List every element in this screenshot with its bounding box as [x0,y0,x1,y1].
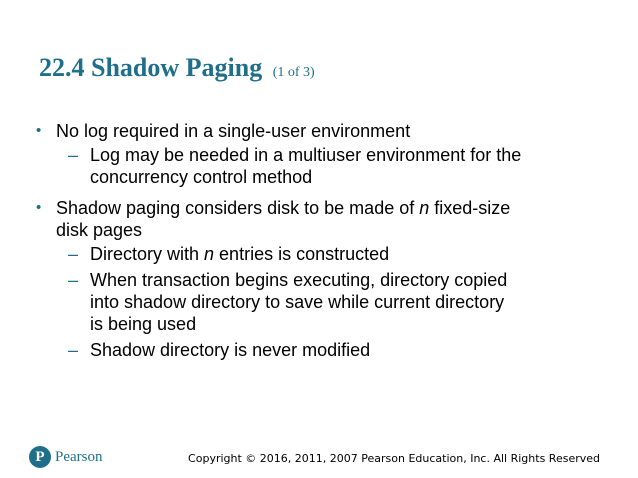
bullet-text: disk pages [56,220,143,240]
dash-icon: – [68,270,79,290]
sub-bullet-item [36,269,616,335]
pearson-logo-text: Pearson [55,448,103,465]
sub-bullet-line: is being used [90,314,197,334]
sub-bullet-emphasis: n [204,244,215,264]
pearson-logo-icon: P [29,446,51,468]
sub-bullet-item [36,243,616,265]
slide-title-part: (1 of 3) [272,65,315,80]
copyright-notice: Copyright © 2016, 2011, 2007 Pearson Education, Inc. All Rights Reserved [188,452,600,465]
sub-bullet-line: into shadow directory to save while current directory [90,292,505,312]
sub-bullet-list [36,243,616,361]
sub-bullet-line: Directory with [90,244,205,264]
bullet-text: Shadow paging considers disk to be made of [56,198,420,218]
dash-icon: – [68,244,79,264]
sub-bullet-list [36,144,616,188]
pearson-logo [29,445,103,469]
bullet-text: No log required in a single-user environment [56,121,411,141]
sub-bullet-line: concurrency control method [90,167,313,187]
slide-body [36,120,616,361]
sub-bullet-item [36,144,616,188]
bullet-item [36,197,616,241]
sub-bullet-line: Shadow directory is never modified [90,340,371,360]
bullet-item [36,120,616,142]
bullet-emphasis: n [419,198,430,218]
bullet-text: fixed-size [429,198,511,218]
slide-title [39,52,315,83]
dash-icon: – [68,340,79,360]
sub-bullet-line: When transaction begins executing, directory copied [90,270,508,290]
dash-icon: – [68,145,79,165]
slide-title-text: 22.4 Shadow Paging [39,53,263,82]
bullet-icon: • [36,199,42,216]
sub-bullet-line: Log may be needed in a multiuser environment for the [90,145,522,165]
sub-bullet-item [36,339,616,361]
sub-bullet-line: entries is constructed [214,244,390,264]
bullet-icon: • [36,122,42,139]
